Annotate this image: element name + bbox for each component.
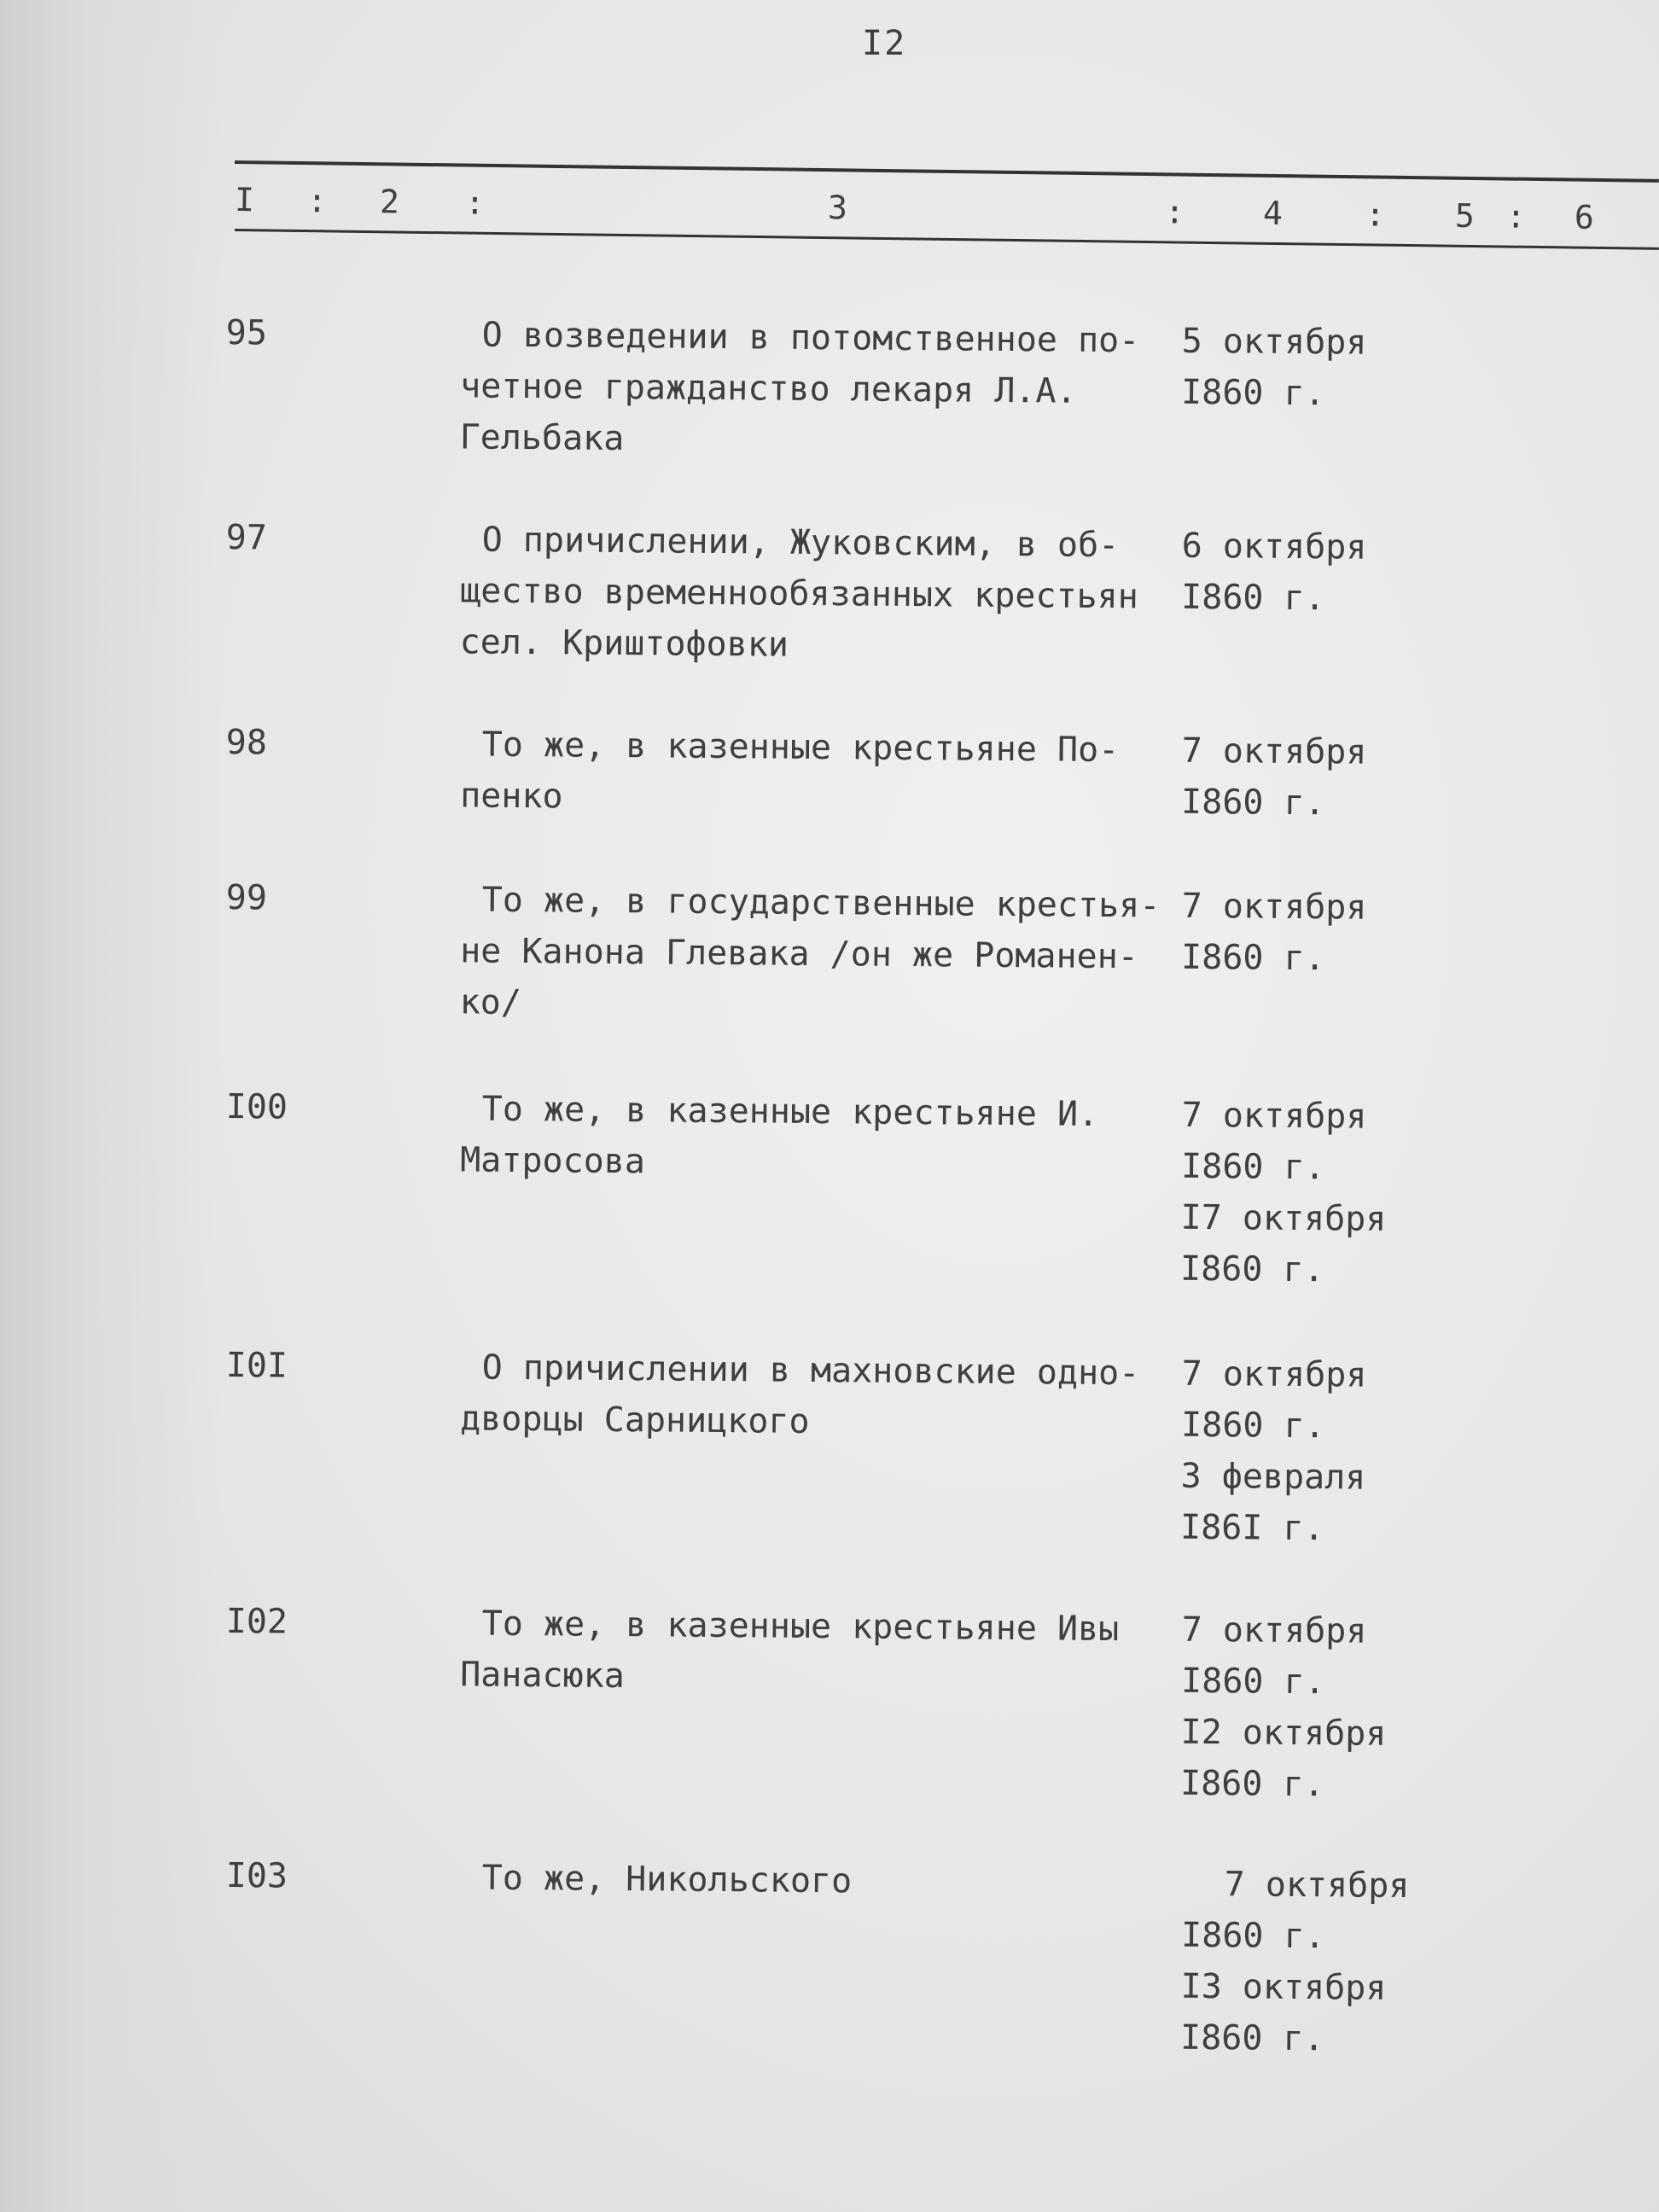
title-line: пенко [460, 776, 563, 817]
row-number: 97 [225, 517, 268, 558]
row-number: 95 [225, 312, 268, 353]
table-row [225, 717, 1659, 824]
row-number: I0I [225, 1345, 288, 1386]
date-line: 7 октября [1181, 731, 1367, 772]
table-row [225, 1081, 1659, 1290]
title-line: не Канона Глевака /он же Романен- [460, 931, 1139, 977]
date-line: 5 октября [1181, 321, 1367, 363]
title-line: О причислении в махновские одно- [481, 1348, 1140, 1394]
date-line: I2 октября [1180, 1712, 1387, 1754]
date-line: 3 февраля [1180, 1456, 1366, 1498]
title-line: То же, в казенные крестьяне По- [481, 725, 1120, 771]
column-header: 3 [827, 189, 848, 227]
column-header: 2 [379, 183, 400, 221]
date-line: I860 г. [1180, 937, 1325, 979]
table-row [225, 307, 1659, 459]
row-number: 99 [225, 877, 268, 918]
column-header: 4 [1262, 194, 1284, 233]
date-line: 7 октября [1181, 886, 1367, 928]
date-line: I860 г. [1180, 1146, 1325, 1188]
date-line: I7 октября [1180, 1197, 1387, 1239]
date-line: I860 г. [1179, 1763, 1324, 1805]
column-header: 6 [1574, 198, 1595, 236]
row-dates [1181, 316, 1609, 422]
row-dates [1180, 1604, 1609, 1813]
date-line: 7 октября [1181, 1353, 1367, 1395]
column-separator: : [1365, 195, 1386, 234]
date-line: I86I г. [1179, 1507, 1324, 1549]
row-number: I02 [225, 1601, 288, 1642]
column-header: 5 [1454, 196, 1476, 236]
date-line: I860 г. [1180, 372, 1325, 414]
title-line: Панасюка [460, 1655, 626, 1697]
date-line: I860 г. [1180, 1405, 1325, 1447]
date-line: I860 г. [1180, 577, 1325, 619]
page-number: I2 [862, 24, 907, 63]
column-separator: : [464, 183, 486, 222]
title-line: четное гражданство лекаря Л.А. [460, 366, 1077, 411]
column-header: I [234, 181, 255, 219]
page-fold-shadow [0, 0, 222, 2212]
date-line: I860 г. [1179, 1249, 1324, 1290]
title-line: сел. Криштофовки [459, 622, 789, 665]
date-line: I860 г. [1180, 1915, 1325, 1957]
header-rule-top [235, 160, 1659, 183]
row-number: I00 [225, 1086, 288, 1127]
title-line: То же, в казенные крестьяне Ивы [481, 1604, 1120, 1650]
table-row [225, 1596, 1659, 1805]
row-dates [1181, 725, 1609, 831]
column-separator: : [1505, 197, 1527, 236]
row-dates [1181, 521, 1609, 626]
date-line: I3 октября [1180, 1966, 1387, 2008]
date-line: 6 октября [1181, 526, 1367, 568]
row-number: I03 [225, 1855, 288, 1896]
column-separator: : [306, 182, 328, 220]
row-dates [1180, 1348, 1609, 1557]
date-line: I860 г. [1179, 2017, 1324, 2059]
date-line: 7 октября [1224, 1865, 1410, 1906]
title-line: То же, в казенные крестьяне И. [481, 1089, 1099, 1134]
row-dates [1180, 1859, 1609, 2067]
row-dates [1181, 881, 1609, 987]
title-line: Матросова [460, 1140, 646, 1182]
title-line: Гельбака [459, 417, 625, 459]
title-line: дворцы Сарницкого [460, 1399, 810, 1441]
column-separator: : [1164, 193, 1185, 231]
date-line: 7 октября [1181, 1610, 1367, 1651]
table-row [225, 512, 1659, 665]
title-line: О возведении в потомственное по- [481, 315, 1140, 361]
title-line: То же, Никольского [481, 1858, 853, 1901]
title-line: щество временнообязанных крестьян [460, 571, 1139, 617]
date-line: I860 г. [1180, 782, 1325, 824]
row-number: 98 [225, 722, 268, 763]
title-line: ко/ [459, 982, 522, 1023]
table-row [225, 1850, 1659, 2059]
title-line: О причислении, Жуковским, в об- [481, 520, 1120, 566]
date-line: I860 г. [1180, 1661, 1325, 1703]
table-row [225, 1340, 1659, 1549]
table-row [225, 872, 1659, 1023]
row-dates [1180, 1090, 1609, 1298]
date-line: 7 октября [1181, 1095, 1367, 1137]
title-line: То же, в государственные крестья- [481, 880, 1161, 926]
